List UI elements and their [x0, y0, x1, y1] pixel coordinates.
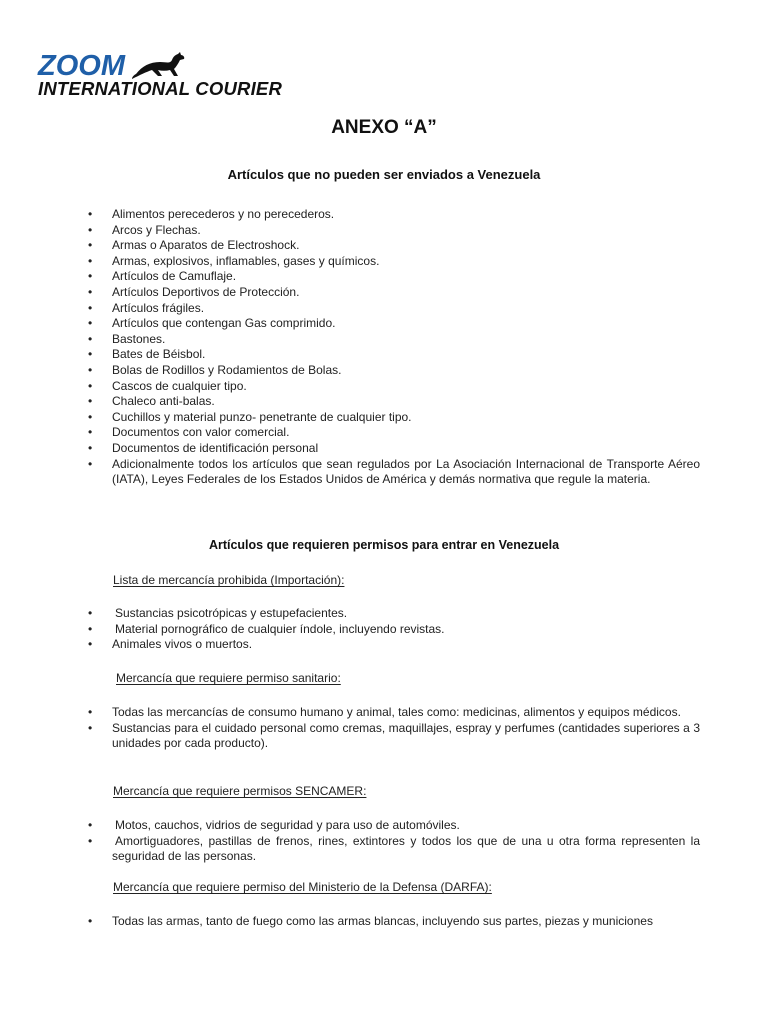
list-item-text: Motos, cauchos, vidrios de seguridad y para uso de automóviles.: [115, 818, 460, 832]
list-item: [88, 606, 700, 622]
list-item: [88, 622, 700, 638]
list-item: • Bolas de Rodillos y Rodamientos de Bolas.: [88, 363, 700, 379]
list-item: [88, 818, 700, 834]
subsection-label-sencamer: Mercancía que requiere permisos SENCAMER:: [113, 784, 367, 798]
list-item-text: Sustancias psicotrópicas y estupefacientes.: [115, 606, 348, 620]
list-item: • Arcos y Flechas.: [88, 223, 700, 239]
list-item: • Todas las mercancías de consumo humano y animal, tales como: medicinas, alimentos y equipos médicos.: [88, 705, 700, 721]
sencamer-permit-list: [88, 818, 700, 865]
list-item: [88, 834, 700, 865]
list-item: • Artículos Deportivos de Protección.: [88, 285, 700, 301]
list-item: • Artículos frágiles.: [88, 301, 700, 317]
list-item-text: Material pornográfico de cualquier índole, incluyendo revistas.: [115, 621, 445, 636]
section-heading-prohibited: Artículos que no pueden ser enviados a Venezuela: [227, 167, 541, 182]
logo-brand: ZOOM: [38, 50, 125, 82]
import-prohibited-list: [88, 606, 700, 653]
defense-permit-list: [88, 914, 700, 930]
list-item: • Cascos de cualquier tipo.: [88, 379, 700, 395]
prohibited-items-list: [88, 207, 700, 488]
section-heading-permits: Artículos que requieren permisos para entrar en Venezuela: [208, 538, 560, 552]
list-item: • Chaleco anti-balas.: [88, 394, 700, 410]
list-item: • Documentos con valor comercial.: [88, 425, 700, 441]
list-item: • Artículos que contengan Gas comprimido.: [88, 316, 700, 332]
list-item: • Documentos de identificación personal: [88, 441, 700, 457]
kangaroo-icon: [128, 52, 198, 80]
list-item: • Adicionalmente todos los artículos que sean regulados por La Asociación Internacional de Transporte Aéreo (IATA), Leyes Federales de los Estados Unidos de América y demás normativa que regule la materia.: [88, 457, 700, 488]
list-item: • Sustancias para el cuidado personal como cremas, maquillajes, espray y perfumes (cantidades superiores a 3 unidades por cada producto).: [88, 721, 700, 752]
list-item-text: Amortiguadores, pastillas de frenos, rines, extintores y todos los que de una u otra forma representen la seguridad de las personas.: [112, 833, 700, 864]
list-item: • Bates de Béisbol.: [88, 347, 700, 363]
subsection-label-import: Lista de mercancía prohibida (Importación):: [113, 573, 345, 587]
list-item: • Armas, explosivos, inflamables, gases y químicos.: [88, 254, 700, 270]
list-item: • Animales vivos o muertos.: [88, 637, 700, 653]
list-item: • Bastones.: [88, 332, 700, 348]
document-title: ANEXO “A”: [331, 117, 437, 138]
list-item: • Artículos de Camuflaje.: [88, 269, 700, 285]
subsection-label-defense: Mercancía que requiere permiso del Ministerio de la Defensa (DARFA):: [113, 880, 492, 894]
list-item: • Armas o Aparatos de Electroshock.: [88, 238, 700, 254]
company-logo: [38, 52, 308, 100]
list-item: • Alimentos perecederos y no perecederos.: [88, 207, 700, 223]
list-item: • Todas las armas, tanto de fuego como las armas blancas, incluyendo sus partes, piezas y municiones: [88, 914, 700, 930]
sanitary-permit-list: [88, 705, 700, 752]
subsection-label-sanitary: Mercancía que requiere permiso sanitario:: [116, 671, 341, 685]
list-item: • Cuchillos y material punzo- penetrante de cualquier tipo.: [88, 410, 700, 426]
logo-subtitle: INTERNATIONAL COURIER: [38, 78, 283, 99]
